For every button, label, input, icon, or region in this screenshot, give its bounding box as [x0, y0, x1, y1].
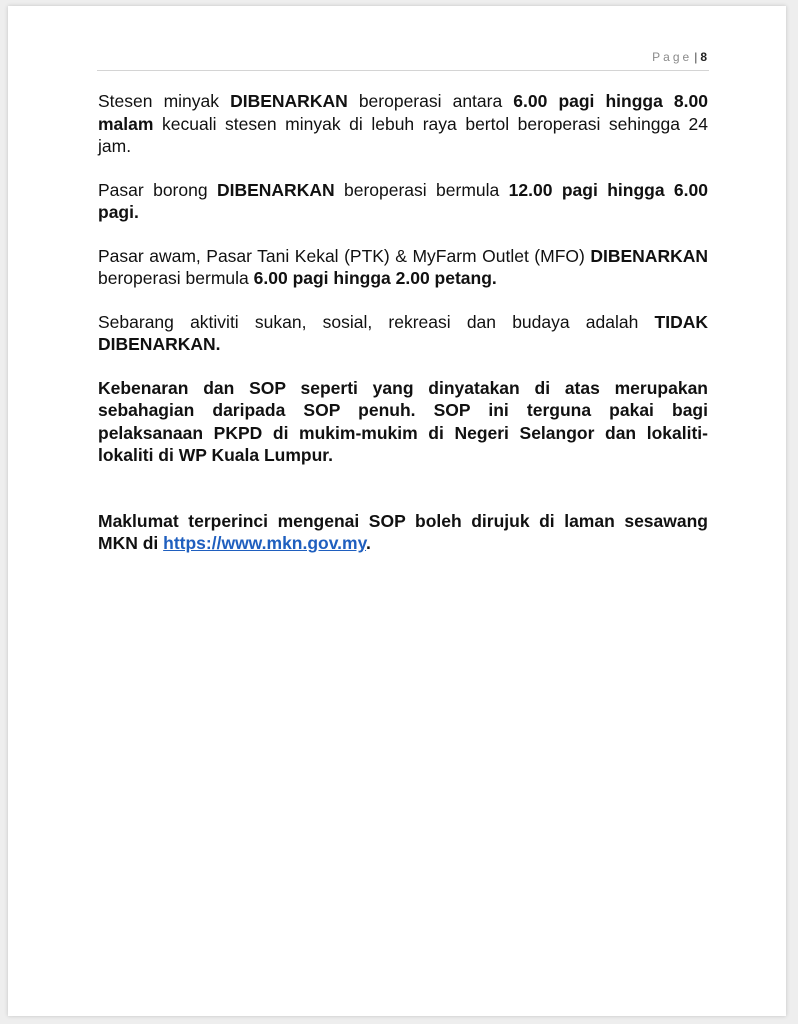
text-segment: Pasar awam, Pasar Tani Kekal (PTK) & MyFarm Outlet (MFO)	[98, 245, 591, 266]
page-word: Page	[652, 50, 693, 64]
page-separator: |	[694, 50, 698, 64]
document-page	[8, 6, 786, 1016]
text-segment: beroperasi antara	[347, 91, 514, 111]
paragraph-public-market	[98, 245, 708, 290]
text-segment: Pasar borong	[98, 179, 217, 200]
bold-segment: Maklumat terperinci mengenai SOP boleh dirujuk di laman sesawang MKN di	[98, 510, 708, 553]
paragraph-activities	[98, 311, 708, 356]
text-segment: kecuali stesen minyak di lebuh raya bertol beroperasi sehingga 24 jam.	[98, 113, 708, 156]
text-segment: beroperasi bermula	[334, 179, 509, 200]
paragraph-sop-scope	[98, 377, 708, 467]
paragraph-wholesale-market	[98, 179, 708, 224]
bold-segment: Kebenaran dan SOP seperti yang dinyatakan di atas merupakan sebahagian daripada SOP penuh. SOP ini terguna pakai bagi pelaksanaan PKPD di mukim-mukim di Negeri Selangor dan lokaliti-lokaliti di WP Kuala Lumpur.	[98, 377, 708, 465]
page-number-label	[652, 50, 707, 64]
text-segment: Sebarang aktiviti sukan, sosial, rekreasi dan budaya adalah	[98, 311, 655, 332]
document-body	[98, 90, 708, 576]
bold-segment: DIBENARKAN	[590, 245, 708, 266]
text-segment: beroperasi bermula	[98, 268, 254, 288]
mkn-website-link[interactable]: https://www.mkn.gov.my	[163, 533, 367, 553]
bold-segment: 12.00 pagi hingga 6.00 pagi.	[98, 179, 708, 222]
bold-segment: 6.00 pagi hingga 2.00 petang.	[253, 268, 497, 288]
paragraph-more-info	[98, 510, 708, 555]
bold-segment: DIBENARKAN	[230, 91, 348, 111]
bold-segment: 6.00 pagi hingga 8.00 malam	[98, 91, 708, 134]
text-segment: Stesen minyak	[98, 91, 231, 111]
paragraph-petrol-station	[98, 90, 708, 158]
bold-segment: TIDAK DIBENARKAN.	[98, 311, 708, 354]
page-header	[97, 50, 709, 71]
bold-segment: .	[366, 533, 371, 553]
page-number: 8	[700, 50, 707, 64]
bold-segment: DIBENARKAN	[216, 179, 335, 200]
